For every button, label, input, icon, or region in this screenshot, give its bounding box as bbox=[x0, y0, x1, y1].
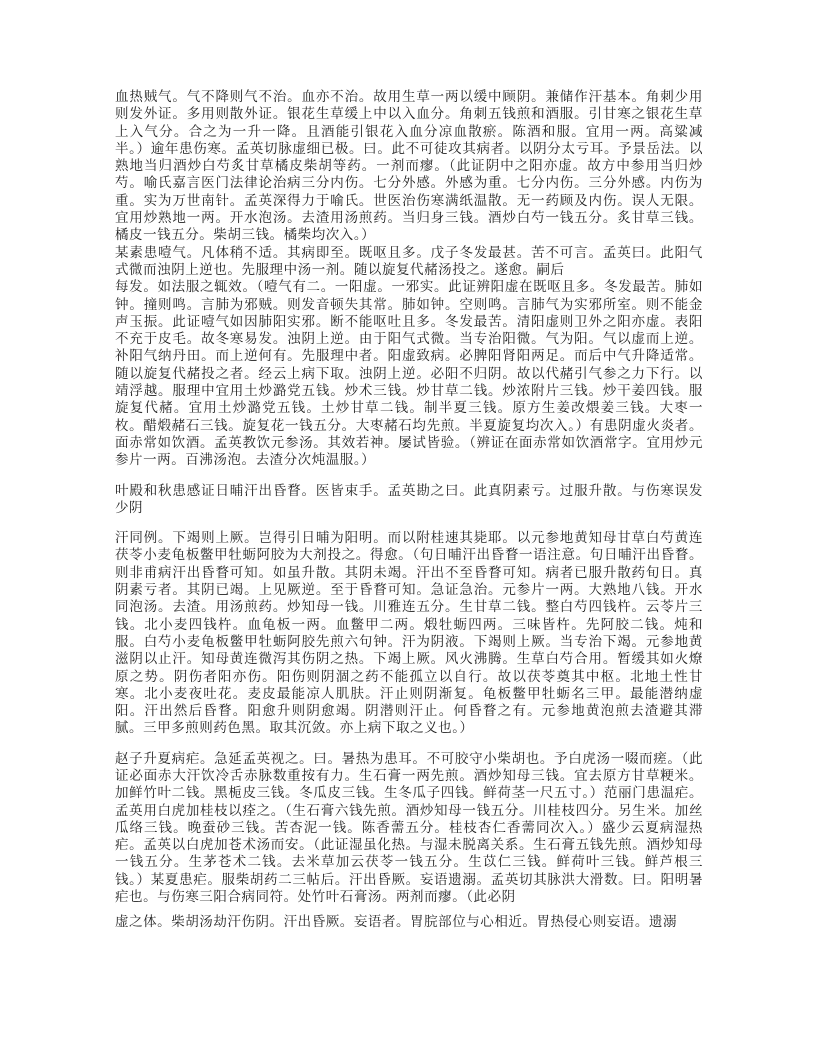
paragraph: 某素患噎气。凡体稍不适。其病即至。既呕且多。戊子冬发最甚。苦不可言。孟英曰。此阳气式微而浊阴上逆也。先服理中汤一剂。随以旋复代赭汤投之。遂愈。嗣后 bbox=[115, 244, 703, 277]
paragraph: 赵子升夏病疟。急延孟英视之。曰。暑热为患耳。不可胶守小柴胡也。予白虎汤一啜而瘥。（此证必面赤大汗饮冷舌赤脉数重按有力。生石膏一两先煎。酒炒知母三钱。宜去原方甘草粳米。加鲜竹叶二钱。黑栀皮三钱。冬瓜皮三钱。生冬瓜子四钱。鲜荷茎一尺五寸。）范丽门患温疟。孟英用白虎加桂枝以痊之。（生石膏六钱先煎。酒炒知母一钱五分。川桂枝四分。另生米。加丝瓜络三钱。晚蚕砂三钱。苦杏泥一钱。陈香薷五分。桂枝杏仁香薷同次入。）盛少云夏病湿热疟。孟英以白虎加苍术汤而安。（此证湿虽化热。与湿未脱离关系。生石膏五钱先煎。酒炒知母一钱五分。生茅苍术二钱。去米草加云茯苓一钱五分。生苡仁三钱。鲜荷叶三钱。鲜芦根三钱。）某夏患疟。服柴胡药二三帖后。汗出昏厥。妄语遗溺。孟英切其脉洪大滑数。曰。阳明暑疟也。与伤寒三阳合病同符。处竹叶石膏汤。两剂而瘳。（此必阴 bbox=[115, 750, 703, 905]
paragraph: 汗同例。下竭则上厥。岂得引日晡为阳明。而以附桂速其毙耶。以元参地黄知母甘草白芍黄连茯苓小麦龟板鳖甲牡蛎阿胶为大剂投之。得愈。（句日晡汗出昏瞀一语注意。句日晡汗出昏瞀。则非甫病汗出昏瞀可知。如虽升散。其阴未竭。汗出不至昏瞀可知。病者已服升散药旬日。真阴素亏者。其阴已竭。上见厥逆。至于昏瞀可知。急证急治。元参片一两。大熟地八钱。开水同泡汤。去渣。用汤煎药。炒知母一钱。川雅连五分。生甘草二钱。整白芍四钱杵。云苓片三钱。北小麦四钱杵。血龟板一两。血鳖甲二两。煅牡蛎四两。三味皆杵。先阿胶二钱。炖和服。白芍小麦龟板鳖甲牡蛎阿胶先煎六句钟。汗为阴液。下竭则上厥。当专治下竭。元参地黄滋阴以止汗。知母黄连微泻其伤阴之热。下竭上厥。风火沸腾。生草白芍合用。暂缓其如火燎原之势。阴伤者阳亦伤。阳伤则阴涸之药不能孤立以自行。故以茯苓奠其中枢。北地土性甘寒。北小麦夜吐花。麦皮最能凉人肌肤。汗止则阴渐复。龟板鳖甲牡蛎名三甲。最能潜纳虚阳。汗出然后昏瞀。阳愈升则阴愈竭。阴潜则汗止。何昏瞀之有。元参地黄泡煎去渣避其滞腻。三甲多煎则药色黑。取其沉敛。亦上病下取之义也。） bbox=[115, 530, 703, 736]
paragraph: 叶殿和秋患感证日晡汗出昏瞀。医皆束手。孟英勘之曰。此真阴素亏。过服升散。与伤寒误发少阴 bbox=[115, 482, 703, 515]
text-block bbox=[115, 88, 703, 931]
paragraph: 血热贼气。气不降则气不治。血亦不治。故用生草一两以缓中顾阴。兼储作汗基本。角刺少用则发外证。多用则散外证。银花生草缓上中以入血分。角刺五钱煎和酒服。引甘寒之银花生草上入气分。合之为一升一降。且酒能引银花入血分凉血散瘀。陈酒和服。宜用一两。高粱减半。）逾年患伤寒。孟英切脉虚细已极。曰。此不可徒攻其病者。以阴分太亏耳。予景岳法。以熟地当归酒炒白芍炙甘草橘皮柴胡等药。一剂而瘳。（此证阴中之阳亦虚。故方中参用当归炒芍。喻氏嘉言医门法律论治病三分内伤。七分外感。外感为重。七分内伤。三分外感。内伤为重。实为万世南针。孟英深得力于喻氏。世医治伤寒满纸温散。无一药顾及内伤。误人无限。宜用炒熟地一两。开水泡汤。去渣用汤煎药。当归身三钱。酒炒白芍一钱五分。炙甘草三钱。橘皮一钱五分。柴胡三钱。橘柴均次入。） bbox=[115, 89, 703, 243]
paragraph: 每发。如法服之辄效。（噎气有二。一阳虚。一邪实。此证辨阳虚在既呕且多。冬发最苦。肺如钟。撞则鸣。言肺为邪贼。则发音顿失其常。肺如钟。空则鸣。言肺气为实邪所室。则不能金声玉振。此证噎气如因肺阳实邪。断不能呕吐且多。冬发最苦。清阳虚则卫外之阳亦虚。表阳不充于皮毛。故冬寒易发。浊阴上逆。由于阳气式微。当专治阳微。气为阳。气以虚而上逆。补阳气纳丹田。而上逆何有。先服理中者。阳虚致病。必脾阳肾阳两足。而后中气升降适常。随以旋复代赭投之者。经云上病下取。浊阴上逆。必阳不归阴。故以代赭引气参之力下行。以靖浮越。服理中宜用土炒潞党五钱。炒术三钱。炒甘草二钱。炒浓附片三钱。炒干姜四钱。服旋复代赭。宜用土炒潞党五钱。土炒甘草二钱。制半夏三钱。原方生姜改煨姜三钱。大枣一枚。醋煅赭石三钱。旋复花一钱五分。大枣赭石均先煎。半夏旋复均次入。）有患阴虚火炎者。面赤常如饮酒。孟英教饮元参汤。其效若神。屡试皆验。（辨证在面赤常如饮酒常字。宜用炒元参片一两。百沸汤泡。去渣分次炖温服。） bbox=[115, 279, 703, 468]
paragraph: 虚之体。柴胡汤劫汗伤阴。汗出昏厥。妄语者。胃脘部位与心相近。胃热侵心则妄语。遗溺 bbox=[115, 914, 677, 930]
